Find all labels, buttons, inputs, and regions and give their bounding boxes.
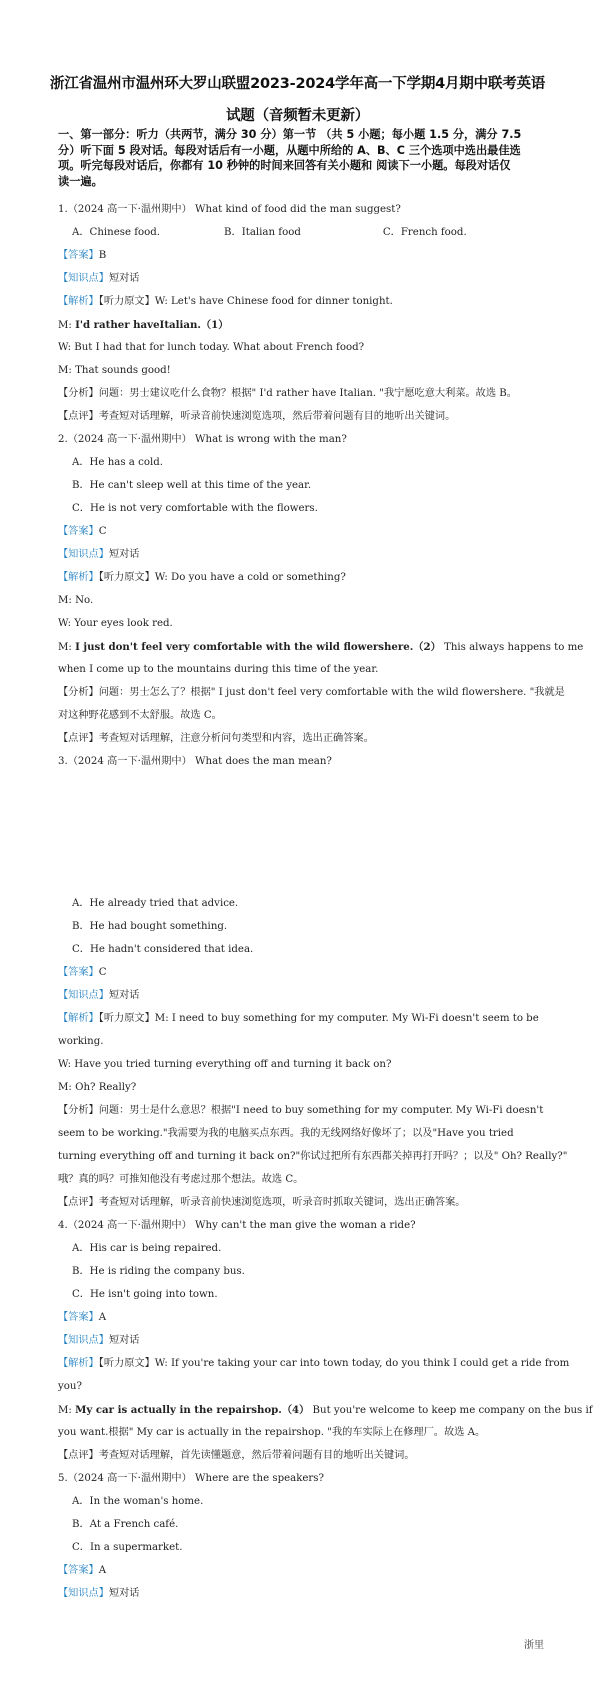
q3-analysis: 【解析】【听力原文】M: I need to buy something for my computer. My Wi-Fi doesn't seem to be — [58, 1013, 539, 1024]
q3-answer: 【答案】C — [58, 967, 107, 978]
q5-stem: 5.（2024 高一下·温州期中） Where are the speakers? — [58, 1473, 324, 1484]
section-heading-line4: 读一遍。 — [58, 174, 103, 188]
q4-option-a: A．His car is being repaired. — [72, 1243, 222, 1254]
q5-option-c: C．In a supermarket. — [72, 1542, 183, 1553]
q3-option-a: A．He already tried that advice. — [72, 898, 239, 909]
q1-analysis — [58, 295, 558, 309]
q3-option-b: B．He had bought something. — [72, 921, 228, 932]
q1-transcript-m1: M: I'd rather haveItalian.（1） — [58, 319, 229, 331]
q2-option-a: A．He has a cold. — [72, 457, 163, 468]
q1-transcript-w1: 【听力原文】W: Let's have Chinese food for dinner tonight. — [98, 296, 393, 307]
q5-option-b: B．At a French café. — [72, 1519, 179, 1530]
section-heading-line1: 一、第一部分：听力（共两节，满分 30 分）第一节 （共 5 小题；每小题 1.5 分，满分 7.5 — [58, 128, 522, 141]
q2-fenxi-cont: 对这种野花感到不太舒服。故选 C。 — [58, 710, 222, 721]
q4-analysis: 【解析】【听力原文】W: If you're taking your car into town today, do you think I could get a ride from — [58, 1358, 570, 1369]
q3-knowledge: 【知识点】短对话 — [58, 990, 140, 1001]
q3-fenxi-4: 哦？真的吗？可推知他没有考虑过那个想法。故选 C。 — [58, 1174, 304, 1185]
q3-fenxi-3: turning everything off and turning it back on?"你试过把所有东西都关掉再打开吗？；以及" Oh? Really?" — [58, 1151, 568, 1162]
q4-option-c: C．He isn't going into town. — [72, 1289, 218, 1300]
q2-dianping: 【点评】考查短对话理解，注意分析问句类型和内容，选出正确答案。 — [58, 733, 374, 744]
q4-option-b: B．He is riding the company bus. — [72, 1266, 245, 1277]
q3-transcript-m2: M: Oh? Really? — [58, 1082, 137, 1093]
q2-transcript-m1: M: No. — [58, 595, 94, 606]
page-footer: 浙里 — [524, 1640, 544, 1651]
q2-key-sentence: I just don't feel very comfortable with the wild flowershere.（2） — [75, 641, 441, 653]
q1-knowledge-value: 短对话 — [108, 273, 140, 284]
q1-transcript-m2: M: That sounds good! — [58, 365, 171, 376]
q4-transcript-m1: M: My car is actually in the repairshop.（4） But you're welcome to keep me company on the bus if — [58, 1404, 593, 1416]
dianping-tag: 【点评】 — [58, 411, 99, 422]
section-heading-line3: 项。听完每段对话后，你都有 10 秒钟的时间来回答有关小题和 阅读下一小题。每段对话仅 — [58, 159, 511, 172]
knowledge-tag: 【知识点】 — [58, 273, 109, 284]
q1-options — [72, 226, 572, 240]
q1-key-sentence: I'd rather haveItalian.（1） — [75, 319, 229, 331]
q1-option-b: B．Italian food — [224, 227, 301, 238]
q2-option-b: B．He can't sleep well at this time of the year. — [72, 480, 312, 491]
q1-transcript-w2: W: But I had that for lunch today. What about French food? — [58, 342, 365, 353]
q4-analysis-cont: you? — [58, 1381, 82, 1392]
answer-tag: 【答案】 — [58, 250, 99, 261]
q3-option-c: C．He hadn't considered that idea. — [72, 944, 254, 955]
section-heading-line2: 分）听下面 5 段对话。每段对话后有一小题，从题中所给的 A、B、C 三个选项中选出最佳选 — [58, 143, 521, 157]
q5-knowledge: 【知识点】短对话 — [58, 1588, 140, 1599]
q4-key-sentence: My car is actually in the repairshop.（4） — [75, 1404, 310, 1416]
q5-option-a: A．In the woman's home. — [72, 1496, 204, 1507]
analysis-tag: 【解析】 — [58, 296, 99, 307]
doc-title-line2: 试题（音频暂未更新） — [226, 108, 369, 124]
q2-option-c: C．He is not very comfortable with the flowers. — [72, 503, 318, 514]
q1-knowledge — [58, 272, 558, 286]
q3-fenxi-2: seem to be working."我需要为我的电脑买点东西。我的无线网络好像坏了；以及"Have you tried — [58, 1128, 514, 1139]
q1-option-a: A．Chinese food. — [72, 227, 161, 238]
q2-transcript-m2-cont: when I come up to the mountains during this time of the year. — [58, 664, 379, 675]
q4-knowledge: 【知识点】短对话 — [58, 1335, 140, 1346]
q3-dianping: 【点评】考查短对话理解，听录音前快速浏览选项，听录音时抓取关键词，选出正确答案。 — [58, 1197, 466, 1208]
q2-fenxi: 【分析】问题：男士怎么了？根据" I just don't feel very comfortable with the wild flowershere. "我就是 — [58, 687, 565, 698]
q3-transcript-w1: W: Have you tried turning everything off and turning it back on? — [58, 1059, 392, 1070]
q2-knowledge: 【知识点】短对话 — [58, 549, 140, 560]
q1-fenxi: 【分析】问题：男士建议吃什么食物？根据" I'd rather have Italian. "我宁愿吃意大利菜。故选 B。 — [58, 388, 517, 399]
q2-stem: 2.（2024 高一下·温州期中） What is wrong with the man? — [58, 434, 347, 445]
q2-answer: 【答案】C — [58, 526, 107, 537]
q3-analysis-cont: working. — [58, 1036, 104, 1047]
fenxi-tag: 【分析】 — [58, 388, 99, 399]
q1-dianping: 【点评】考查短对话理解，听录音前快速浏览选项，然后带着问题有目的地听出关键词。 — [58, 411, 456, 422]
q2-analysis: 【解析】【听力原文】W: Do you have a cold or something? — [58, 572, 346, 583]
q4-dianping: 【点评】考查短对话理解，首先读懂题意，然后带着问题有目的地听出关键词。 — [58, 1450, 415, 1461]
doc-title-line1: 浙江省温州市温州环大罗山联盟2023-2024学年高一下学期4月期中联考英语 — [49, 76, 546, 92]
q3-fenxi: 【分析】问题：男士是什么意思？根据"I need to buy something for my computer. My Wi-Fi doesn't — [58, 1105, 544, 1116]
q1-option-c: C．French food. — [382, 227, 467, 238]
q4-transcript-cont: you want.根据" My car is actually in the repairshop. "我的车实际上在修理厂。故选 A。 — [58, 1427, 486, 1438]
q1-answer-value: B — [98, 250, 107, 261]
q3-stem: 3.（2024 高一下·温州期中） What does the man mean? — [58, 756, 332, 767]
q2-transcript-m2: M: I just don't feel very comfortable with the wild flowershere.（2） This always happens to me — [58, 641, 584, 653]
q4-answer: 【答案】A — [58, 1312, 107, 1323]
q2-transcript-w2: W: Your eyes look red. — [58, 618, 173, 629]
q1-answer — [58, 249, 558, 263]
q1-stem: 1.（2024 高一下·温州期中） What kind of food did the man suggest? — [58, 204, 401, 215]
q5-answer: 【答案】A — [58, 1565, 107, 1576]
q4-stem: 4.（2024 高一下·温州期中） Why can't the man give the woman a ride? — [58, 1220, 416, 1231]
